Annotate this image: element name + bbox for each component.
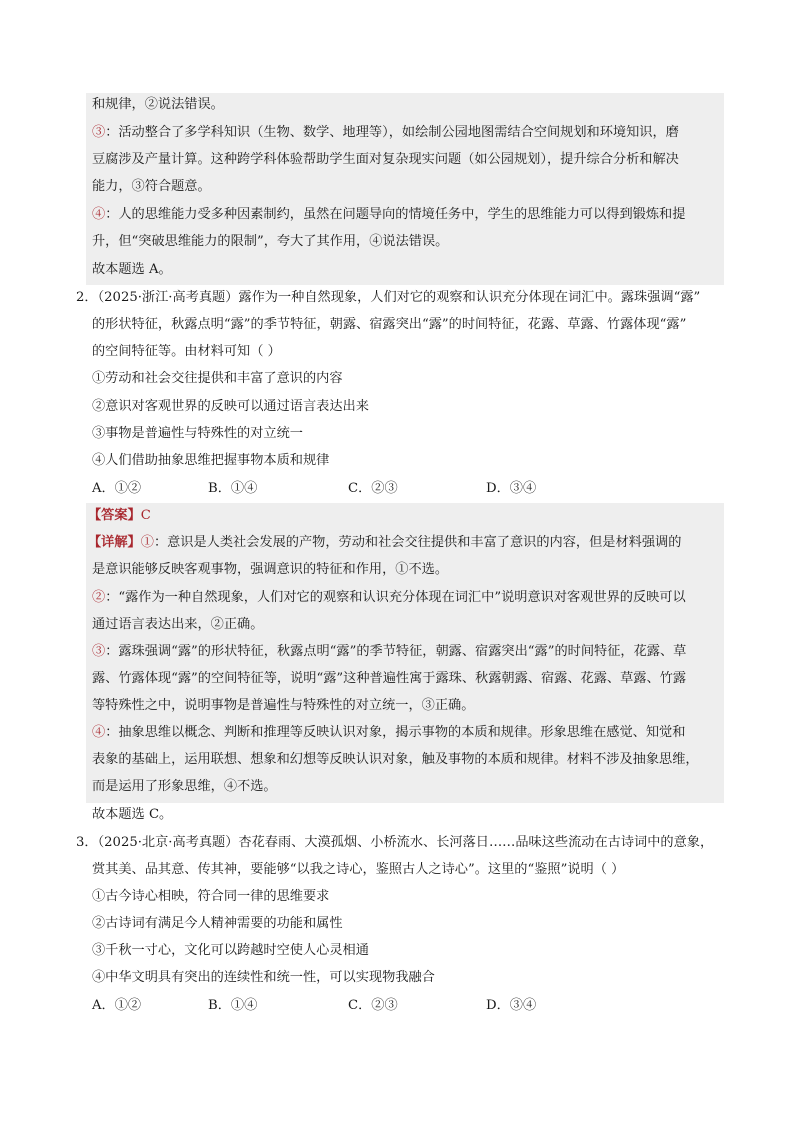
q1-detail-line: 能力，③符合题意。 (92, 179, 211, 194)
q2-conclusion: 故本题选 C。 (92, 807, 173, 822)
q2-choice-a: A．①② (92, 481, 142, 496)
point-marker: ④ (92, 207, 106, 222)
q2-detail-line: ④：抽象思维以概念、判断和推理等反映认识对象，揭示事物的本质和规律。形象思维在感觉、知觉和 (92, 725, 686, 740)
point-marker: ④ (92, 725, 106, 740)
q1-detail-line: 豆腐涉及产量计算。这种跨学科体验帮助学生面对复杂现实问题（如公园规划），提升综合分析和解决 (92, 152, 679, 167)
q2-choice-c: C．②③ (348, 481, 398, 496)
answer-value: C (140, 508, 151, 523)
point-marker: ① (140, 535, 154, 550)
q2-option: ②意识对客观世界的反映可以通过语言表达出来 (92, 399, 369, 414)
q3-option: ④中华文明具有突出的连续性和统一性，可以实现物我融合 (92, 970, 435, 985)
detail-label: 【详解】 (88, 535, 141, 550)
q1-detail-line: 升，但“突破思维能力的限制”，夸大了其作用，④说法错误。 (92, 234, 449, 249)
q3-option: ③千秋一寸心，文化可以跨越时空使人心灵相通 (92, 943, 369, 958)
q3-option: ②古诗词有满足今人精神需要的功能和属性 (92, 916, 343, 931)
q3-choice-d: D．③④ (486, 998, 537, 1013)
q3-stem: 赏其美、品其意、传其神，要能够“以我之诗心，鉴照古人之诗心”。这里的“鉴照”说明（ ） (92, 862, 625, 877)
point-marker: ③ (92, 125, 106, 140)
q2-detail-line: 露、竹露体现“露”的空间特征等，说明“露”这种普遍性寓于露珠、秋露朝露、宿露、花露、草露、竹露 (92, 671, 687, 686)
q2-stem: 2．（2025·浙江·高考真题）露作为一种自然现象，人们对它的观察和认识充分体现在词汇中。露珠强调“露” (76, 290, 701, 305)
q2-answer (88, 507, 151, 525)
q2-choice-b: B．①④ (208, 481, 258, 496)
q3-option: ①古今诗心相映，符合同一律的思维要求 (92, 889, 330, 904)
q2-detail-line: ②：“露作为一种自然现象，人们对它的观察和认识充分体现在词汇中”说明意识对客观世界的反映可以 (92, 590, 686, 605)
q1-detail-line: 和规律，②说法错误。 (92, 97, 224, 112)
q3-choice-c: C．②③ (348, 998, 398, 1013)
q3-choice-a: A．①② (92, 998, 142, 1013)
q2-detail-line: 表象的基础上，运用联想、想象和幻想等反映认识对象，触及事物的本质和规律。材料不涉及抽象思维， (92, 752, 699, 767)
answer-label: 【答案】 (88, 508, 141, 523)
q3-choice-b: B．①④ (208, 998, 258, 1013)
q2-option: ④人们借助抽象思维把握事物本质和规律 (92, 453, 330, 468)
q2-stem: 的形状特征，秋露点明“露”的季节特征，朝露、宿露突出“露”的时间特征，花露、草露、竹露体现“露” (92, 317, 687, 332)
q1-detail-line: ③：活动整合了多学科知识（生物、数学、地理等），如绘制公园地图需结合空间规划和环境知识，磨 (92, 125, 679, 140)
q2-option: ③事物是普遍性与特殊性的对立统一 (92, 426, 303, 441)
q2-detail-line: 等特殊性之中，说明事物是普遍性与特殊性的对立统一，③正确。 (92, 698, 475, 713)
point-marker: ② (92, 590, 106, 605)
q2-detail-line: 【详解】①：意识是人类社会发展的产物，劳动和社会交往提供和丰富了意识的内容，但是材料强调的 (88, 535, 682, 550)
q2-stem: 的空间特征等。由材料可知（ ） (92, 344, 281, 359)
q3-stem: 3．（2025·北京·高考真题）杏花春雨、大漠孤烟、小桥流水、长河落日……品味这些流动在古诗词中的意象， (76, 835, 714, 850)
q1-conclusion: 故本题选 A。 (92, 262, 172, 277)
q2-detail-line: ③：露珠强调“露”的形状特征，秋露点明“露”的季节特征，朝露、宿露突出“露”的时间特征，花露、草 (92, 644, 687, 659)
q2-detail-line: 是意识能够反映客观事物，强调意识的特征和作用，①不选。 (92, 562, 449, 577)
q2-detail-line: 而是运用了形象思维，④不选。 (92, 779, 277, 794)
q1-detail-line: ④：人的思维能力受多种因素制约，虽然在问题导向的情境任务中，学生的思维能力可以得到锻炼和提 (92, 207, 686, 222)
q2-detail-line: 通过语言表达出来，②正确。 (92, 617, 264, 632)
q2-choice-d: D．③④ (486, 481, 537, 496)
point-marker: ③ (92, 644, 106, 659)
q2-option: ①劳动和社会交往提供和丰富了意识的内容 (92, 371, 343, 386)
